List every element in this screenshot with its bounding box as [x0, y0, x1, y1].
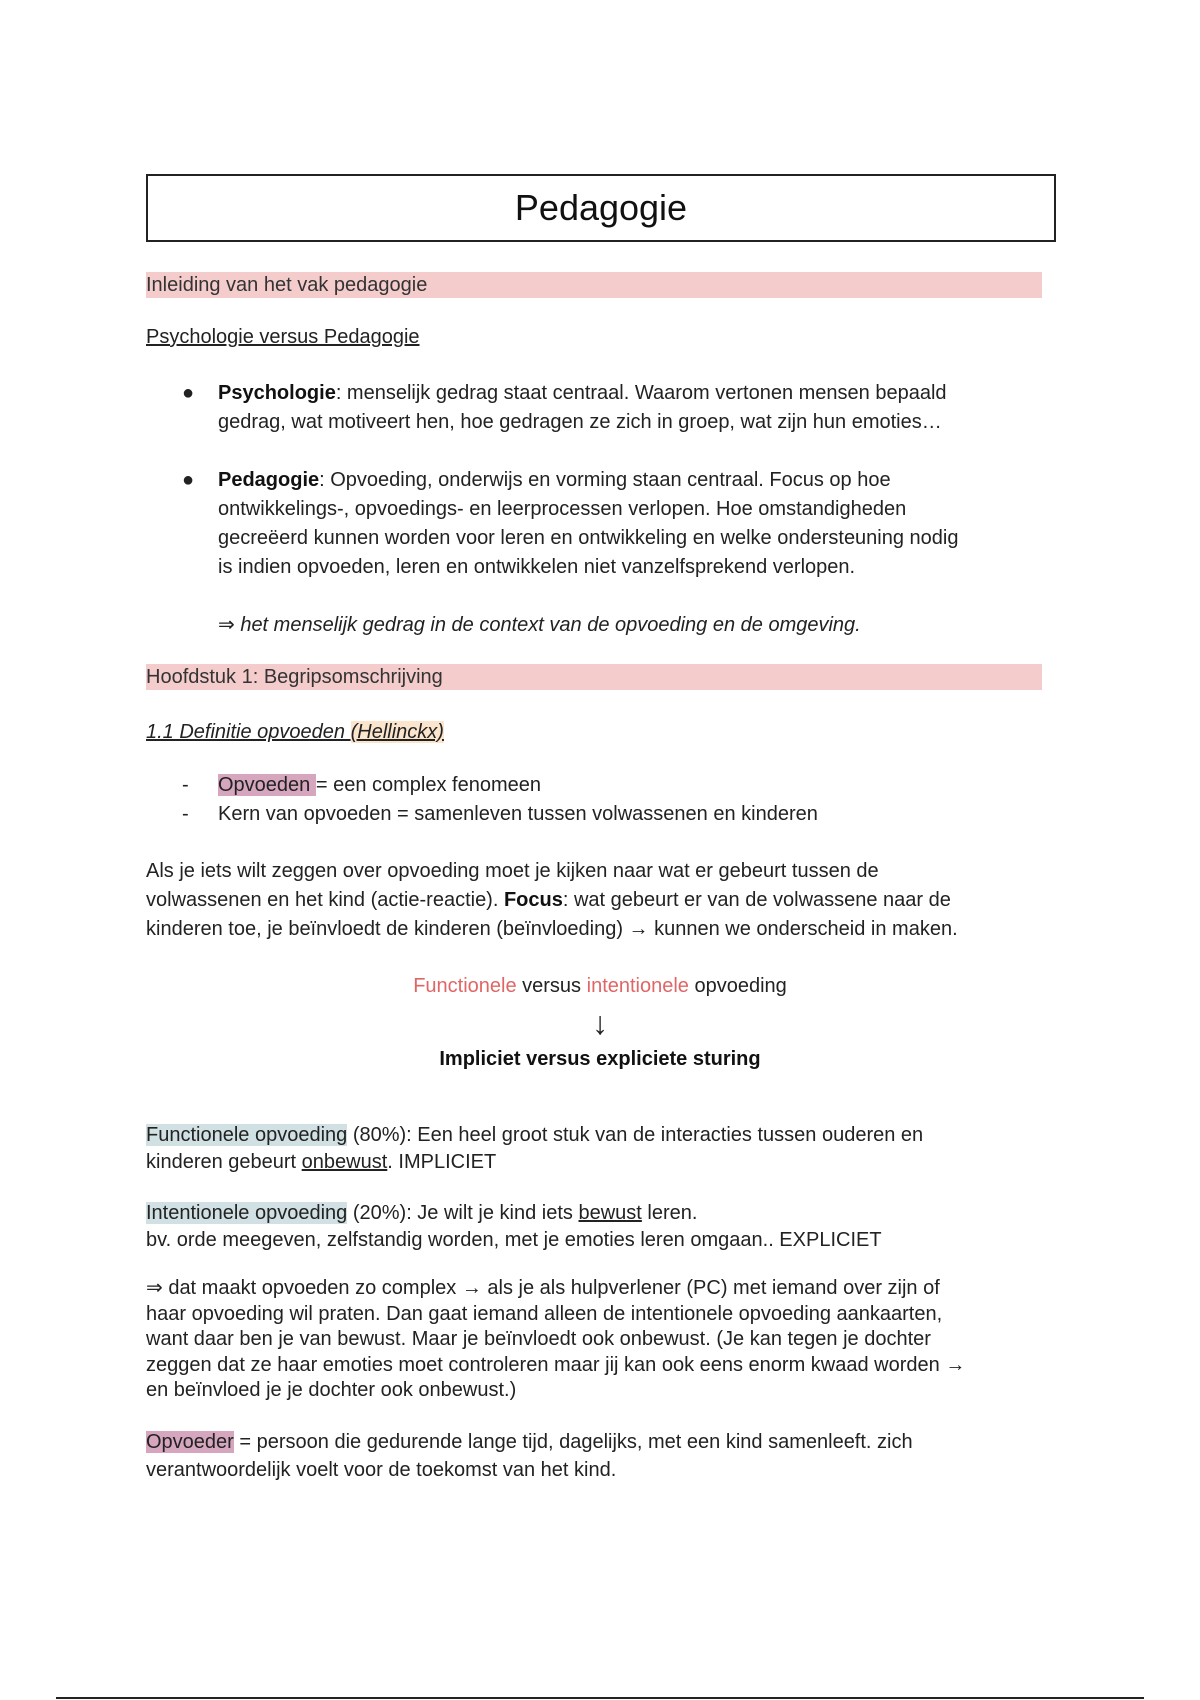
- bullet-dot-icon: ●: [182, 382, 195, 404]
- dash-icon: -: [182, 803, 189, 825]
- highlight-term: Opvoeden: [218, 774, 316, 796]
- paragraph-line: (80%): Een heel groot stuk van de interacties tussen ouderen en: [347, 1124, 924, 1146]
- list-text: = een complex fenomeen: [315, 774, 542, 796]
- highlight-term: Opvoeder: [146, 1430, 234, 1453]
- center-text: versus: [516, 975, 587, 997]
- bullet-dot-icon: ●: [182, 469, 195, 491]
- paragraph-complex: [146, 1276, 1054, 1404]
- bullet-pedagogie: [146, 466, 1054, 640]
- bullet-text: gecreëerd kunnen worden voor leren en ontwikkeling en welke ondersteuning nodig: [218, 527, 959, 549]
- paragraph-line: (20%): Je wilt je kind iets: [347, 1202, 579, 1224]
- paragraph-line: volwassenen en het kind (actie-reactie).: [146, 889, 504, 911]
- center-comparison: [146, 972, 1054, 1001]
- paragraph-line: ⇒ dat maakt opvoeden zo complex → als je als hulpverlener (PC) met iemand over zijn of: [146, 1277, 940, 1299]
- section-heading-chapter1: Hoofdstuk 1: Begripsomschrijving: [146, 664, 1042, 690]
- section-heading-intro: Inleiding van het vak pedagogie: [146, 272, 1042, 298]
- document-page: [146, 174, 1054, 1484]
- paragraph-opvoeding: [146, 857, 1054, 944]
- paragraph-line: kinderen gebeurt: [146, 1151, 302, 1173]
- page-title: [146, 174, 1056, 242]
- paragraph-intentionele: [146, 1200, 1054, 1254]
- red-term: intentionele: [586, 975, 689, 997]
- underlined-word: onbewust: [301, 1151, 388, 1173]
- conclusion-text: ⇒ het menselijk gedrag in de context van de opvoeding en de omgeving.: [218, 614, 861, 636]
- paragraph-line: en beïnvloed je je dochter ook onbewust.): [146, 1379, 517, 1401]
- underlined-word: bewust: [578, 1202, 642, 1224]
- paragraph-line: bv. orde meegeven, zelfstandig worden, met je emoties leren omgaan.. EXPLICIET: [146, 1229, 882, 1251]
- red-term: Functionele: [413, 975, 517, 997]
- paragraph-line: . IMPLICIET: [387, 1151, 497, 1173]
- bullet-text: : menselijk gedrag staat centraal. Waarom vertonen mensen bepaald: [335, 382, 947, 404]
- highlight-term: Intentionele opvoeding: [146, 1202, 348, 1224]
- bullet-term: Pedagogie: [218, 469, 320, 491]
- paragraph-line: = persoon die gedurende lange tijd, dagelijks, met een kind samenleeft. zich: [233, 1430, 913, 1453]
- subheading-definitie: [146, 718, 1054, 747]
- center-bold-heading: [146, 1045, 1054, 1074]
- focus-term: Focus: [503, 889, 563, 911]
- page-title-text: Pedagogie: [514, 187, 688, 228]
- bullet-psychologie: [146, 379, 1054, 437]
- subheading-source: (Hellinckx): [350, 721, 444, 743]
- list-text: Kern van opvoeden = samenleven tussen volwassenen en kinderen: [218, 803, 818, 825]
- paragraph-opvoeder: [146, 1428, 1054, 1484]
- center-text: opvoeding: [688, 975, 787, 997]
- bullet-term: Psychologie: [218, 382, 336, 404]
- dash-icon: -: [182, 774, 189, 796]
- bullet-text: ontwikkelings-, opvoedings- en leerprocessen verlopen. Hoe omstandigheden: [218, 498, 907, 520]
- center-bold-text: Impliciet versus expliciete sturing: [439, 1048, 761, 1070]
- subheading-psych-vs-ped: Psychologie versus Pedagogie: [146, 326, 420, 348]
- paragraph-line: : wat gebeurt er van de volwassene naar de: [562, 889, 951, 911]
- paragraph-line: verantwoordelijk voelt voor de toekomst van het kind.: [146, 1458, 617, 1481]
- paragraph-line: haar opvoeding wil praten. Dan gaat iemand alleen de intentionele opvoeding aankaarten,: [146, 1302, 943, 1325]
- paragraph-functionele: [146, 1122, 1054, 1176]
- bullet-text: gedrag, wat motiveert hen, hoe gedragen ze zich in groep, wat zijn hun emoties…: [218, 411, 942, 433]
- down-arrow-icon: ↓: [592, 1005, 608, 1041]
- list-item: [146, 771, 1054, 800]
- subheading-text: 1.1 Definitie opvoeden: [146, 721, 351, 743]
- paragraph-line: kinderen toe, je beïnvloedt de kinderen (beïnvloeding) → kunnen we onderscheid in maken.: [146, 918, 958, 940]
- paragraph-line: want daar ben je van bewust. Maar je beïnvloedt ook onbewust. (Je kan tegen je dochter: [146, 1328, 931, 1350]
- list-item: [146, 800, 1054, 829]
- page-divider: [56, 1697, 1144, 1699]
- paragraph-line: zeggen dat ze haar emoties moet controleren maar jij kan ook eens enorm kwaad worden →: [146, 1353, 966, 1376]
- paragraph-line: leren.: [641, 1202, 698, 1224]
- highlight-term: Functionele opvoeding: [146, 1124, 348, 1146]
- bullet-text: : Opvoeding, onderwijs en vorming staan centraal. Focus op hoe: [319, 469, 891, 491]
- paragraph-line: Als je iets wilt zeggen over opvoeding moet je kijken naar wat er gebeurt tussen de: [146, 860, 879, 882]
- bullet-text: is indien opvoeden, leren en ontwikkelen niet vanzelfsprekend verlopen.: [218, 556, 856, 578]
